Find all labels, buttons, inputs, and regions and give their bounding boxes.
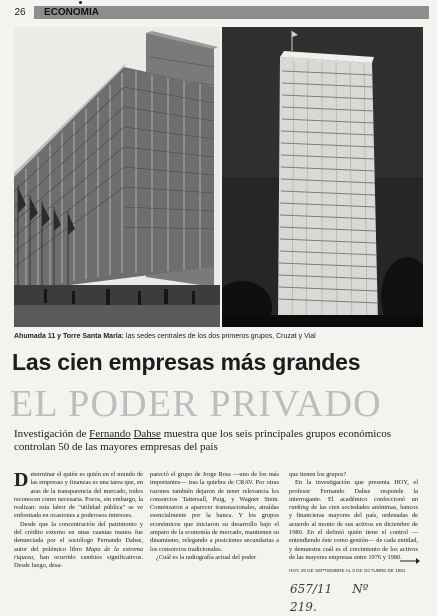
col2-paragraph-2: ¿Cuál es la radiografía actual del poder [156,553,257,561]
lead-author-first: Fernando [89,428,131,440]
col1-paragraph-1: eterminar el quién es quién en el mundo de las empresas y finanzas es una tarea que, en aras de la transparencia del mercado, todos reconocen como necesaria. Pocos, sin embargo, la realizan: esta labor de "utilidad pública" se ve enfrentada en ocasiones a poderosos intereses. [14,471,143,520]
handwritten-ref: 657/11 [290,582,333,596]
handwritten-number: Nº 219. [290,582,369,614]
body-column-2 [150,471,279,581]
col3-ranking-word: ranking [289,504,309,512]
lead-part2: muestra que los seis principales grupos económicos controlan 50 de las mayores empresas del país [14,428,391,453]
lead-paragraph [14,428,414,462]
body-column-3 [289,471,418,581]
handwritten-annotation [290,580,410,614]
col3-paragraph-2b: de las cien sociedades anónimas, bancos y financieras mayores del país, ordenadas de acuerdo al monto de sus activos en diciembre de 1980. En el definió quién tiene el control —entendiendo éste como gestión— de cada entidad, y demuestra cuál es el crecimiento de los activos de las mayores empresas entre 1976 y 1980. [289,504,418,561]
big-title: EL PODER PRIVADO [10,383,382,425]
photo-ahumada-building [14,27,220,327]
section-label: ECONOMIA [44,7,99,18]
issue-footer: HOY, 30 DE SEPTIEMBRE AL 6 DE OCTUBRE DE 1981 [289,568,406,573]
col3-paragraph-1: que tienen los grupos? [289,471,347,478]
col1-paragraph-2b: , han ocurrido cambios significativos. Desde luego, desa- [14,553,143,570]
page-number: 26 [14,7,26,18]
col1-paragraph-2a: Desde que la concentración del patrimonio y del crédito externo en unas cuantas manos fue denunciada por el sociólogo Fernando Dahse, autor del polémico libro [14,520,143,553]
page-header [8,6,429,20]
caption-bold: Ahumada 11 y Torre Santa María: [14,333,124,340]
caption-text: las sedes centrales de los dos primeros grupos, Cruzat y Vial [123,333,316,340]
headline: Las cien empresas más grandes [12,349,361,375]
lead-part1: Investigación de [14,428,90,440]
dot-mark [79,1,82,4]
lead-author-last: Dahse [133,428,161,440]
building-photo-left-image [14,27,220,327]
photo-caption [14,331,424,342]
drop-cap: D [14,471,29,491]
section-bar [34,6,429,19]
col1-book-title: Mapa de la extrema riqueza [14,545,143,561]
col2-paragraph-1: pareció el grupo de Jorge Ross —uno de los más importantes— tras la quiebra de CRAV. Por otras razones también dejaron de tener relevancia los consorcios Tattersall, Puig, y Wagner Stein. Comenzaron a aparecer transnacionales, atraídas esencialmente por la banca. Y los grupos económicos que iniciaron su desarrollo bajo el amparo de la economía de mercado, mantienen su dinamismo, relegando a posiciones secundarias a los consorcios tradicionales. [150,471,279,553]
body-column-1 [14,471,143,581]
continue-arrow-icon [400,558,420,564]
col3-paragraph-2a: En la investigación que presenta HOY, el profesor Fernando Dahse responde la interrogante. El académico confeccionó un [289,479,418,503]
building-photo-right-image [222,27,423,327]
photo-torre-santa-maria [222,27,423,327]
